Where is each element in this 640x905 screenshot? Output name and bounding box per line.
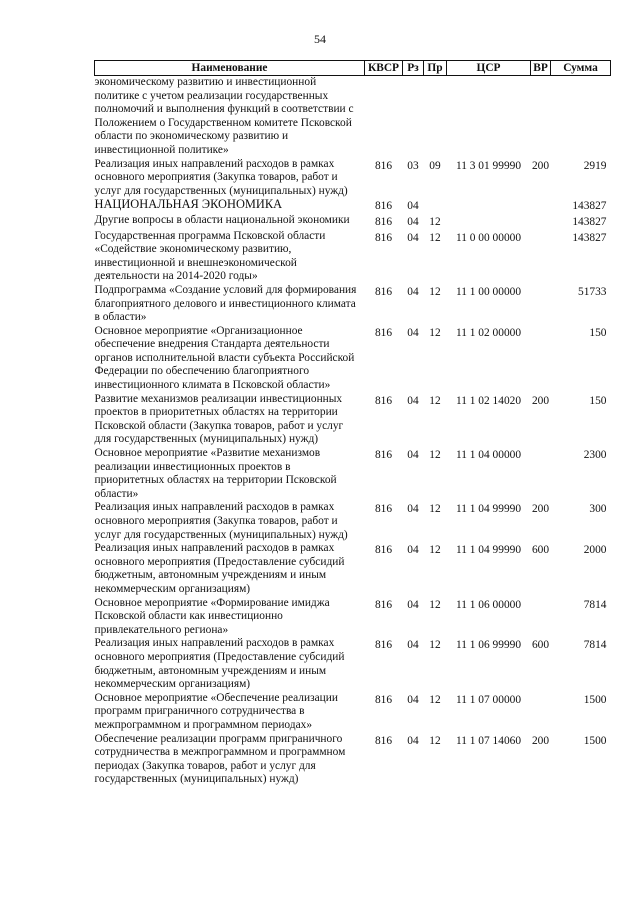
cell-sum: 2300: [583, 449, 607, 462]
cell-pr: 09: [429, 159, 441, 172]
header-csr: ЦСР: [447, 61, 531, 76]
cell-pr: 12: [429, 544, 441, 557]
cell-csr: 11 0 00 00000: [455, 231, 522, 244]
cell-csr: 11 3 01 99990: [455, 159, 522, 172]
cell-vr: [531, 198, 551, 214]
cell-kvsr: 816: [374, 326, 393, 339]
cell-sum: 143827: [572, 200, 607, 213]
cell-sum: 51733: [578, 285, 607, 298]
cell-csr: [447, 214, 531, 230]
cell-csr: 11 1 04 99990: [455, 544, 522, 557]
cell-sum: 1500: [583, 734, 607, 747]
cell-pr: 12: [429, 394, 441, 407]
cell-rz: 04: [407, 503, 419, 516]
table-row: [95, 230, 611, 284]
cell-rz: 04: [407, 231, 419, 244]
cell-name: Реализация иных направлений расходов в рамках основного мероприятия (Предоставление субсидий бюджетным, автономным учреждениям и иным некоммерческим организациям): [94, 542, 345, 595]
cell-rz: 04: [407, 734, 419, 747]
cell-name: Другие вопросы в области национальной экономики: [94, 213, 350, 226]
cell-name: Реализация иных направлений расходов в рамках основного мероприятия (Закупка товаров, работ и услуг для государственных (муниципальных) нужд): [94, 157, 348, 197]
cell-name: Подпрограмма «Создание условий для формирования благоприятного делового и инвестиционного климата в области»: [94, 283, 357, 324]
page-number: 54: [314, 32, 326, 46]
cell-name: Развитие механизмов реализации инвестиционных проектов в приоритетных областях на территории Псковской области (Закупка товаров, работ и услуг для государственных (муниципальных) нужд): [94, 392, 344, 446]
cell-sum: 150: [589, 394, 607, 407]
cell-csr: 11 1 00 00000: [455, 285, 522, 298]
cell-pr: [424, 198, 447, 214]
cell-kvsr: 816: [374, 449, 393, 462]
cell-csr: 11 1 06 00000: [455, 598, 522, 611]
cell-csr: 11 1 02 14020: [455, 394, 522, 407]
cell-kvsr: 816: [374, 285, 393, 298]
cell-pr: 12: [429, 503, 441, 516]
cell-kvsr: 816: [374, 693, 393, 706]
cell-rz: 04: [407, 544, 419, 557]
cell-name: Основное мероприятие «Формирование имиджа Псковской области как инвестиционно привлекательного региона»: [94, 596, 330, 636]
table-row: [95, 692, 611, 733]
cell-vr: [531, 325, 551, 393]
cell-rz: 04: [407, 215, 419, 228]
cell-vr: 200: [531, 734, 550, 747]
table-row: [95, 393, 611, 447]
cell-pr: [424, 76, 447, 158]
cell-rz: 04: [407, 693, 419, 706]
cell-vr: [531, 692, 551, 733]
cell-kvsr: 816: [374, 598, 393, 611]
table-body: [95, 76, 611, 787]
cell-name: Реализация иных направлений расходов в рамках основного мероприятия (Закупка товаров, работ и услуг для государственных (муниципальных) нужд): [94, 501, 348, 541]
cell-name: Реализация иных направлений расходов в рамках основного мероприятия (Предоставление субсидий бюджетным, автономным учреждениям и иным некоммерческим организациям): [94, 637, 345, 691]
header-rz: Рз: [403, 61, 424, 76]
cell-sum: 300: [589, 503, 607, 516]
cell-rz: 04: [407, 394, 419, 407]
cell-vr: [531, 76, 551, 158]
cell-name: Обеспечение реализации программ приграничного сотрудничества в межпрограммном и программном периодах (Закупка товаров, работ и услуг для государственных (муниципальных) нужд): [94, 732, 346, 786]
cell-rz: 03: [407, 159, 419, 172]
cell-sum: 1500: [583, 693, 607, 706]
cell-vr: [531, 230, 551, 284]
cell-pr: 12: [429, 598, 441, 611]
cell-kvsr: 816: [374, 200, 393, 213]
cell-sum: 7814: [583, 639, 607, 652]
cell-name: Основное мероприятие «Обеспечение реализации программ приграничного сотрудничества в межпрограммном и программном периодах»: [94, 691, 338, 731]
header-name: Наименование: [95, 61, 365, 76]
table-header: [95, 61, 611, 76]
cell-pr: 12: [429, 231, 441, 244]
cell-csr: 11 1 07 14060: [455, 734, 522, 747]
cell-pr: 12: [429, 639, 441, 652]
table-row: [95, 733, 611, 787]
cell-sum: 7814: [583, 598, 607, 611]
cell-pr: 12: [429, 693, 441, 706]
cell-csr: 11 1 04 00000: [455, 449, 522, 462]
cell-kvsr: 816: [374, 159, 393, 172]
cell-name: Основное мероприятие «Организационное обеспечение внедрения Стандарта деятельности органов исполнительной власти субъекта Российской Федерации по обеспечению благоприятного инвестиционного климата в Псковской области»: [94, 324, 355, 392]
cell-vr: 600: [531, 639, 550, 652]
cell-vr: 600: [531, 544, 550, 557]
cell-csr: 11 1 07 00000: [455, 693, 522, 706]
cell-csr: 11 1 06 99990: [455, 639, 522, 652]
cell-kvsr: 816: [374, 734, 393, 747]
cell-pr: 12: [429, 215, 441, 228]
cell-kvsr: 816: [374, 639, 393, 652]
cell-vr: [531, 597, 551, 638]
cell-rz: 04: [407, 639, 419, 652]
header-sum: Сумма: [551, 61, 611, 76]
cell-vr: [531, 214, 551, 230]
table-row: [95, 501, 611, 542]
cell-sum: 143827: [572, 231, 607, 244]
cell-rz: 04: [407, 285, 419, 298]
cell-pr: 12: [429, 326, 441, 339]
cell-pr: 12: [429, 734, 441, 747]
cell-sum: 143827: [572, 215, 607, 228]
table-row: [95, 637, 611, 691]
cell-csr: [447, 76, 531, 158]
cell-vr: 200: [531, 394, 550, 407]
cell-rz: 04: [407, 449, 419, 462]
cell-sum: 2000: [583, 544, 607, 557]
cell-rz: [403, 76, 424, 158]
cell-pr: 12: [429, 449, 441, 462]
cell-vr: 200: [531, 159, 550, 172]
cell-kvsr: 816: [374, 215, 393, 228]
table-row: [95, 198, 611, 214]
cell-vr: [531, 284, 551, 325]
table-row: [95, 542, 611, 596]
header-pr: Пр: [424, 61, 447, 76]
cell-kvsr: 816: [374, 544, 393, 557]
cell-name: экономическому развитию и инвестиционной политике с учетом реализации государственных полномочий и выполнения функций в соответствии с Положением о Государственном комитете Псковской области по экономическому развитию и инвестиционной политике»: [94, 76, 354, 156]
cell-name: Государственная программа Псковской области «Содействие экономическому развитию, инвестиционной и внешнеэкономической деятельности на 2014-2020 годы»: [94, 229, 326, 283]
cell-vr: 200: [531, 503, 550, 516]
cell-rz: 04: [407, 326, 419, 339]
cell-rz: 04: [407, 200, 419, 213]
header-kvsr: КВСР: [365, 61, 403, 76]
cell-sum: 150: [589, 326, 607, 339]
table-row: [95, 76, 611, 158]
table-row: [95, 447, 611, 501]
cell-name: НАЦИОНАЛЬНАЯ ЭКОНОМИКА: [94, 197, 283, 212]
cell-pr: 12: [429, 285, 441, 298]
cell-kvsr: 816: [374, 503, 393, 516]
table-row: [95, 325, 611, 393]
cell-csr: 11 1 04 99990: [455, 503, 522, 516]
table-row: [95, 158, 611, 199]
table-row: [95, 214, 611, 230]
cell-csr: 11 1 02 00000: [455, 326, 522, 339]
cell-name: Основное мероприятие «Развитие механизмов реализации инвестиционных проектов в приоритетных областях на территории Псковской области»: [94, 447, 337, 500]
cell-sum: 2919: [583, 159, 607, 172]
cell-vr: [531, 447, 551, 501]
header-vr: ВР: [531, 61, 551, 76]
cell-csr: [447, 198, 531, 214]
table-row: [95, 597, 611, 638]
budget-table: [94, 60, 611, 787]
cell-rz: 04: [407, 598, 419, 611]
cell-kvsr: 816: [374, 231, 393, 244]
cell-kvsr: 816: [374, 394, 393, 407]
cell-sum: [551, 76, 611, 158]
table-row: [95, 284, 611, 325]
cell-kvsr: [365, 76, 403, 158]
